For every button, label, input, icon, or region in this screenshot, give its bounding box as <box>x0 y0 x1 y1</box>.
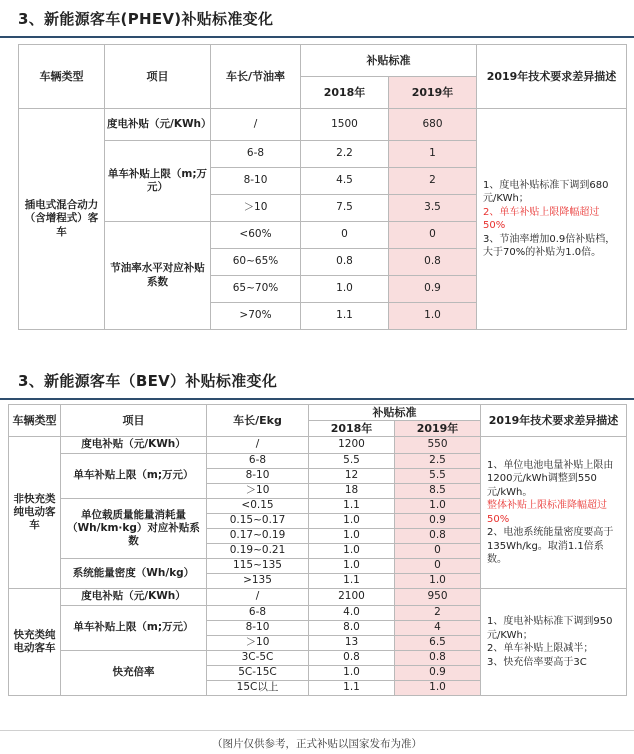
value-2018: 1.1 <box>309 574 395 589</box>
item-label: 度电补贴（元/KWh） <box>61 589 207 606</box>
item-label: 度电补贴（元/KWh） <box>61 437 207 454</box>
value-2018: 13 <box>309 636 395 651</box>
value-2018: 18 <box>309 484 395 499</box>
value-2018: 2100 <box>309 589 395 606</box>
phev-subsidy-table <box>18 44 627 330</box>
bev-section-title: 3、新能源客车（BEV）补贴标准变化 <box>18 372 278 390</box>
desc-line: 3、快充倍率要高于3C <box>487 656 587 668</box>
param-cell: / <box>207 437 309 454</box>
value-2018: 12 <box>309 469 395 484</box>
value-2019: 2.5 <box>395 454 481 469</box>
param-cell: 0.17~0.19 <box>207 529 309 544</box>
value-2019: 1.0 <box>395 681 481 696</box>
header-param: 车长/Ekg <box>207 405 309 437</box>
desc-line-highlight: 2、单车补贴上限降幅超过50% <box>483 206 600 231</box>
value-2019: 5.5 <box>395 469 481 484</box>
param-cell: 5C-15C <box>207 666 309 681</box>
value-2019: 0 <box>389 222 477 249</box>
table-row <box>9 437 627 454</box>
desc-line: 1、单位电池电量补贴上限由1200元/kWh调整到550元/kWh。 <box>487 459 614 498</box>
value-2018: 1.0 <box>309 514 395 529</box>
param-cell: ＞10 <box>207 636 309 651</box>
value-2019: 0.8 <box>389 249 477 276</box>
value-2019: 4 <box>395 621 481 636</box>
param-cell: 6-8 <box>211 141 301 168</box>
param-cell: 3C-5C <box>207 651 309 666</box>
item-label: 单位载质量能量消耗量（Wh/km·kg）对应补贴系数 <box>61 499 207 559</box>
value-2019: 6.5 <box>395 636 481 651</box>
value-2018: 1.1 <box>301 303 389 330</box>
value-2019: 950 <box>395 589 481 606</box>
param-cell: 60~65% <box>211 249 301 276</box>
value-2018: 0.8 <box>309 651 395 666</box>
table-row <box>19 109 627 141</box>
param-cell: <60% <box>211 222 301 249</box>
value-2019: 2 <box>389 168 477 195</box>
header-item: 项目 <box>105 45 211 109</box>
bev-title-divider <box>0 398 634 400</box>
item-label: 节油率水平对应补贴系数 <box>105 222 211 330</box>
value-2019: 0.9 <box>395 666 481 681</box>
vehicle-type-cell: 非快充类纯电动客车 <box>9 437 61 589</box>
value-2018: 5.5 <box>309 454 395 469</box>
value-2019: 550 <box>395 437 481 454</box>
desc-line: 1、度电补贴标准下调到680元/KWh； <box>483 179 609 204</box>
param-cell: >70% <box>211 303 301 330</box>
desc-line: 3、节油率增加0.9倍补贴档，大于70%的补贴为1.0倍。 <box>483 233 616 258</box>
header-subsidy: 补贴标准 <box>309 405 481 421</box>
item-label: 单车补贴上限（m;万元） <box>61 606 207 651</box>
param-cell: >135 <box>207 574 309 589</box>
header-diff: 2019年技术要求差异描述 <box>481 405 627 437</box>
vehicle-type-cell: 快充类纯电动客车 <box>9 589 61 696</box>
diff-description <box>481 589 627 696</box>
diff-description <box>477 109 627 330</box>
value-2018: 4.0 <box>309 606 395 621</box>
param-cell: 65~70% <box>211 276 301 303</box>
param-cell: 8-10 <box>207 621 309 636</box>
param-cell: 15C以上 <box>207 681 309 696</box>
param-cell: 115~135 <box>207 559 309 574</box>
header-param: 车长/节油率 <box>211 45 301 109</box>
value-2018: 2.2 <box>301 141 389 168</box>
value-2019: 3.5 <box>389 195 477 222</box>
value-2019: 0.9 <box>389 276 477 303</box>
param-cell: <0.15 <box>207 499 309 514</box>
value-2019: 2 <box>395 606 481 621</box>
table-row <box>9 589 627 606</box>
value-2019: 680 <box>389 109 477 141</box>
value-2018: 1.0 <box>301 276 389 303</box>
caption-divider <box>0 730 634 731</box>
desc-line: 2、电池系统能量密度要高于135Wh/kg。取消1.1倍系数。 <box>487 527 614 565</box>
desc-line: 2、单车补贴上限减半； <box>487 643 594 654</box>
value-2018: 1.0 <box>309 529 395 544</box>
param-cell: / <box>207 589 309 606</box>
diff-description <box>481 437 627 589</box>
header-vehicle-type: 车辆类型 <box>19 45 105 109</box>
header-diff: 2019年技术要求差异描述 <box>477 45 627 109</box>
desc-line: 1、度电补贴标准下调到950元/KWh； <box>487 616 613 641</box>
value-2018: 8.0 <box>309 621 395 636</box>
header-2018: 2018年 <box>309 421 395 437</box>
value-2018: 0.8 <box>301 249 389 276</box>
item-label: 单车补贴上限（m;万元） <box>61 454 207 499</box>
value-2018: 1500 <box>301 109 389 141</box>
footnote-caption: （图片仅供参考，正式补贴以国家发布为准） <box>212 738 422 750</box>
param-cell: 0.15~0.17 <box>207 514 309 529</box>
value-2019: 0.8 <box>395 651 481 666</box>
item-label: 单车补贴上限（m;万元） <box>105 141 211 222</box>
bev-subsidy-table <box>8 404 627 696</box>
param-cell: 6-8 <box>207 454 309 469</box>
value-2019: 1 <box>389 141 477 168</box>
phev-title-divider <box>0 36 634 38</box>
value-2018: 4.5 <box>301 168 389 195</box>
header-2019: 2019年 <box>389 77 477 109</box>
header-item: 项目 <box>61 405 207 437</box>
value-2019: 0.8 <box>395 529 481 544</box>
value-2018: 1.1 <box>309 681 395 696</box>
param-cell: 8-10 <box>211 168 301 195</box>
value-2019: 0 <box>395 544 481 559</box>
value-2019: 0 <box>395 559 481 574</box>
header-subsidy: 补贴标准 <box>301 45 477 77</box>
vehicle-type-cell: 插电式混合动力（含增程式）客车 <box>19 109 105 330</box>
value-2019: 1.0 <box>389 303 477 330</box>
value-2019: 0.9 <box>395 514 481 529</box>
item-label: 系统能量密度（Wh/kg） <box>61 559 207 589</box>
value-2018: 7.5 <box>301 195 389 222</box>
value-2018: 0 <box>301 222 389 249</box>
header-2019: 2019年 <box>395 421 481 437</box>
item-label: 快充倍率 <box>61 651 207 696</box>
value-2018: 1.0 <box>309 544 395 559</box>
value-2019: 1.0 <box>395 499 481 514</box>
value-2018: 1.1 <box>309 499 395 514</box>
value-2019: 1.0 <box>395 574 481 589</box>
value-2018: 1.0 <box>309 666 395 681</box>
param-cell: ＞10 <box>211 195 301 222</box>
value-2018: 1.0 <box>309 559 395 574</box>
desc-line-highlight: 整体补贴上限标准降幅超过50% <box>487 500 607 525</box>
value-2019: 8.5 <box>395 484 481 499</box>
param-cell: 6-8 <box>207 606 309 621</box>
param-cell: ＞10 <box>207 484 309 499</box>
param-cell: 0.19~0.21 <box>207 544 309 559</box>
header-2018: 2018年 <box>301 77 389 109</box>
value-2018: 1200 <box>309 437 395 454</box>
param-cell: 8-10 <box>207 469 309 484</box>
header-vehicle-type: 车辆类型 <box>9 405 61 437</box>
param-cell: / <box>211 109 301 141</box>
item-label: 度电补贴（元/KWh） <box>105 109 211 141</box>
phev-section-title: 3、新能源客车(PHEV)补贴标准变化 <box>18 10 274 28</box>
